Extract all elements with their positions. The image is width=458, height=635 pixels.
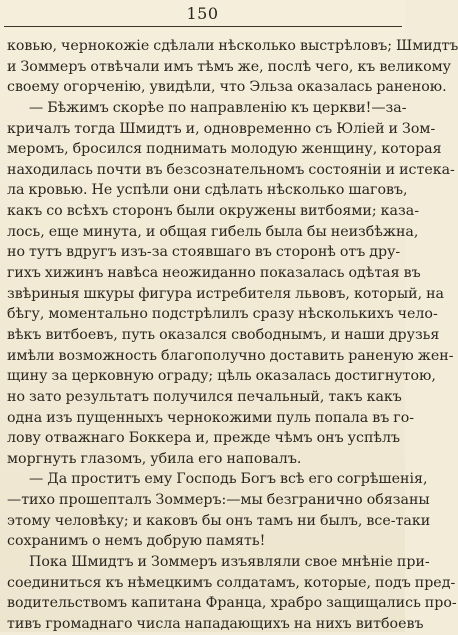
text-line: какъ со всѣхъ сторонъ были окружены витбоями; каза- xyxy=(7,203,419,220)
text-line: меромъ, бросился поднимать молодую женщину, которая xyxy=(7,141,442,158)
text-line: водительствомъ капитана Франца, храбро защищались про- xyxy=(7,595,457,612)
page-number: 150 xyxy=(186,4,219,23)
text-line: имѣли возможность благополучно доставить раненую жен- xyxy=(7,347,454,364)
text-line: и Зоммеръ отвѣчали имъ тѣмъ же, послѣ чего, къ великому xyxy=(7,58,451,75)
text-line: ла кровью. Не успѣли они сдѣлать нѣсколько шаговъ, xyxy=(7,182,408,199)
text-line: — Да проститъ ему Господь Богъ всѣ его согрѣшенія, xyxy=(29,471,428,488)
text-line: этому человѣку; и каковъ бы онъ тамъ ни былъ, все-таки xyxy=(7,512,431,529)
text-line: кричалъ тогда Шмидтъ и, одновременно съ Юліей и Зом- xyxy=(7,120,436,137)
text-line: лову отважнаго Боккера и, прежде чѣмъ онъ успѣлъ xyxy=(7,430,400,447)
text-line: соединиться къ нѣмецкимъ солдатамъ, которые, подъ пред- xyxy=(7,574,456,591)
text-line: звѣриныя шкуры фигура истребителя львовъ, который, на xyxy=(7,285,445,302)
text-line: находилась почти въ безсознательномъ состояніи и истека- xyxy=(7,161,455,178)
text-line: одна изъ пущенныхъ чернокожими пуль попала въ го- xyxy=(7,409,415,426)
text-line: вѣкъ витбоевъ, путь оказался свободнымъ, и наши друзья xyxy=(7,326,440,343)
text-line: но зато результатъ получился печальный, такъ какъ xyxy=(7,388,402,405)
text-line: своему огорченію, увидѣли, что Эльза оказалась раненою. xyxy=(7,79,447,96)
text-line: ковью, чернокожіе сдѣлали нѣсколько выстрѣловъ; Шмидтъ xyxy=(7,38,458,54)
text-line: щину за церковную ограду; цѣль оказалась достигнутою, xyxy=(7,368,436,385)
text-line: бѣгу, моментально подстрѣлилъ сразу нѣсколькихъ чело- xyxy=(7,306,438,323)
text-line: но тутъ вдругъ изъ-за стоявшаго въ сторонѣ отъ дру- xyxy=(7,244,401,261)
text-line: Пока Шмидтъ и Зоммеръ изъявляли свое мнѣніе при- xyxy=(29,554,430,571)
text-line: — Бѣжимъ скорѣе по направленію къ церкви!—за- xyxy=(29,99,407,116)
text-line: —тихо прошепталъ Зоммеръ:—мы безгранично обязаны xyxy=(7,492,430,509)
text-line: лось, еще минута, и общая гибель была бы неизбѣжна, xyxy=(7,223,419,240)
page-text xyxy=(7,36,458,635)
text-line: гихъ хижинъ навѣса неожиданно показалась одѣтая въ xyxy=(7,265,421,282)
text-line: моргнуть глазомъ, убила его наповалъ. xyxy=(7,450,302,467)
text-line: сохранимъ о немъ добрую память! xyxy=(7,533,266,550)
text-line: тивъ громаднаго числа нападающихъ на нихъ витбоевъ xyxy=(7,615,424,632)
header-rule xyxy=(4,26,402,27)
